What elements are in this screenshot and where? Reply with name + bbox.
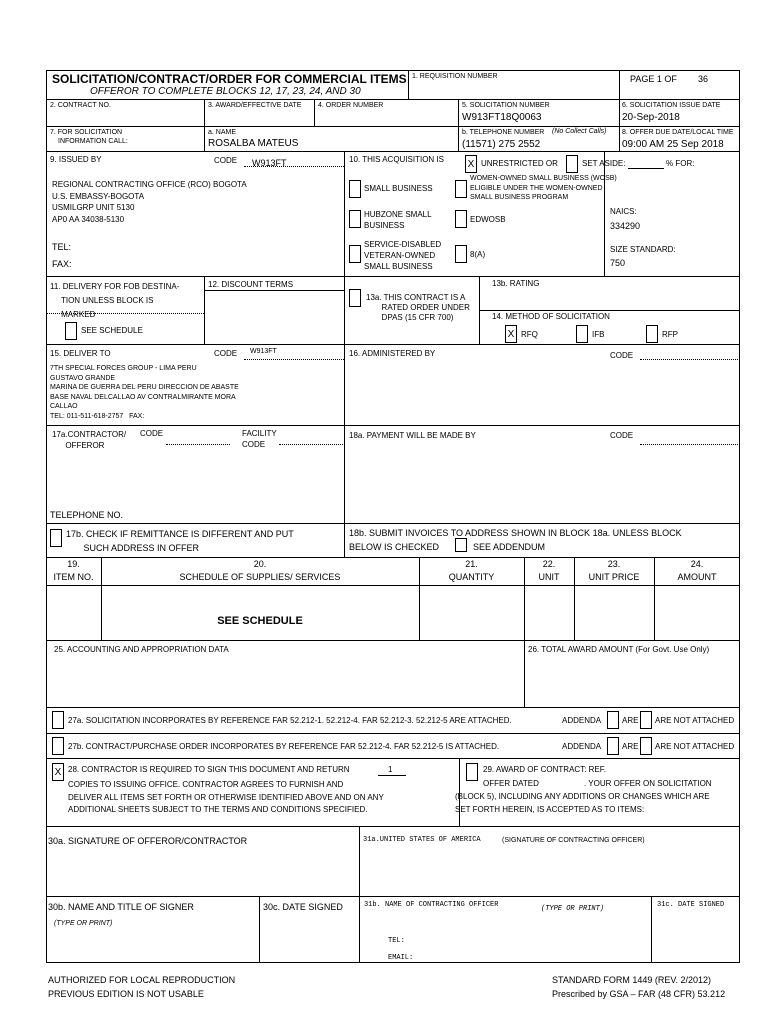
accounting-label: 25. ACCOUNTING AND APPROPRIATION DATA: [54, 645, 229, 654]
set-aside-checkbox[interactable]: [566, 155, 578, 173]
deliver-to-label: 15. DELIVER TO: [50, 349, 111, 358]
below-checked-label: BELOW IS CHECKED: [349, 542, 440, 552]
discount-terms-label: 12. DISCOUNT TERMS: [208, 280, 294, 289]
total-award-label: 26. TOTAL AWARD AMOUNT (For Govt. Use Only): [528, 645, 710, 654]
sig-31c-label: 31c. DATE SIGNED: [657, 901, 725, 909]
naics-code[interactable]: 334290: [610, 221, 641, 231]
sig-31b-type: (TYPE OR PRINT): [541, 905, 605, 913]
sig-31a-sig-label: (SIGNATURE OF CONTRACTING OFFICER): [502, 837, 645, 844]
27a-are-checkbox[interactable]: [607, 711, 619, 729]
payment-code-label: CODE: [610, 431, 634, 440]
sig-30b-type: (TYPE OR PRINT): [54, 920, 113, 927]
award-date-label: 3. AWARD/EFFECTIVE DATE: [208, 102, 302, 109]
requisition-label: 1. REQUISITION NUMBER: [412, 73, 498, 80]
col-21-label: QUANTITY: [448, 572, 495, 582]
contractor-code-label: CODE: [140, 429, 164, 438]
edwosb-checkbox[interactable]: [455, 210, 467, 228]
contract-no-label: 2. CONTRACT NO.: [50, 102, 111, 109]
col-22-label: UNIT: [538, 572, 560, 582]
rated-order-checkbox[interactable]: [349, 289, 361, 307]
27a-text: 27a. SOLICITATION INCORPORATES BY REFERENCE FAR 52.212-1. 52.212-4. FAR 52.212-3. 52.212-5 ARE ATTACHED.: [68, 716, 512, 725]
29-line1: 29. AWARD OF CONTRACT: REF.: [483, 765, 606, 774]
see-addendum-checkbox[interactable]: [455, 538, 467, 552]
footer-right-2: Prescribed by GSA – FAR (48 CFR) 53.212: [552, 989, 726, 999]
form-title: SOLICITATION/CONTRACT/ORDER FOR COMMERCIAL ITEMS: [52, 72, 407, 86]
28-checkbox[interactable]: X: [52, 763, 64, 781]
col-23-label: UNIT PRICE: [588, 572, 640, 582]
ifb-label: IFB: [592, 330, 605, 339]
27b-are: ARE: [622, 742, 639, 751]
27b-are-checkbox[interactable]: [607, 737, 619, 755]
size-standard-label: SIZE STANDARD:: [610, 245, 676, 254]
rating-label: 13b. RATING: [492, 279, 540, 288]
order-number-label: 4. ORDER NUMBER: [318, 102, 384, 109]
sdvosb-label: SERVICE-DISABLED VETERAN-OWNED SMALL BUSINESS: [364, 240, 442, 271]
edwosb-label: EDWOSB: [470, 215, 506, 224]
delivery-fob-label: 11. DELIVERY FOR FOB DESTINA- TION UNLESS BLOCK IS MARKED: [50, 282, 180, 319]
sig-tel-label: TEL:: [388, 937, 405, 945]
fob-see-schedule-checkbox[interactable]: [65, 322, 77, 340]
see-schedule-text: SEE SCHEDULE: [217, 615, 303, 627]
deliver-to-code[interactable]: W913FT: [250, 348, 277, 355]
offer-due-label: 8. OFFER DUE DATE/LOCAL TIME: [622, 129, 734, 136]
issued-by-code-label: CODE: [214, 156, 238, 165]
27b-addenda: ADDENDA: [562, 742, 602, 751]
fob-see-schedule-label: SEE SCHEDULE: [81, 326, 143, 335]
submit-invoices-label: 18b. SUBMIT INVOICES TO ADDRESS SHOWN IN BLOCK 18a. UNLESS BLOCK: [349, 528, 682, 538]
unrestricted-label: UNRESTRICTED OR: [481, 159, 558, 168]
sig-31a-label: 31a.UNITED STATES OF AMERICA: [363, 836, 481, 844]
sig-31b-label: 31b. NAME OF CONTRACTING OFFICER: [364, 901, 499, 909]
sig-email-label: EMAIL:: [388, 954, 414, 962]
27b-checkbox[interactable]: [52, 737, 64, 755]
27a-are-not-checkbox[interactable]: [640, 711, 652, 729]
wosb-checkbox[interactable]: [455, 180, 467, 198]
rfq-checkbox[interactable]: X: [505, 325, 517, 343]
page-label: PAGE 1 OF: [630, 74, 677, 84]
issued-by-label: 9. ISSUED BY: [50, 155, 102, 164]
footer-right-1: STANDARD FORM 1449 (REV. 2/2012): [552, 975, 712, 985]
form-subtitle: OFFEROR TO COMPLETE BLOCKS 12, 17, 23, 24, AND 30: [90, 86, 361, 97]
set-aside-label: SET ASIDE:: [582, 159, 626, 168]
for-info-label-1: 7. FOR SOLICITATION: [50, 129, 123, 136]
col-20-num: 20.: [253, 559, 267, 569]
sig-30c-label: 30c. DATE SIGNED: [263, 902, 343, 912]
size-standard[interactable]: 750: [610, 258, 626, 268]
deliver-to-address: 7TH SPECIAL FORCES GROUP - LIMA PERU GUSTAVO GRANDE MARINA DE GUERRA DEL PERU DIRECCION DE ABASTE BASE NAVAL DELCALLAO AV CONTRALMIRANTE MORA CALLAO TEL: 011-511-618-2757 FAX:: [50, 365, 239, 420]
27a-checkbox[interactable]: [52, 711, 64, 729]
small-business-checkbox[interactable]: [349, 180, 361, 198]
small-business-label: SMALL BUSINESS: [364, 184, 433, 193]
acquisition-label: 10. THIS ACQUISITION IS: [349, 155, 444, 164]
27b-are-not: ARE NOT ATTACHED: [655, 742, 735, 751]
issued-by-fax: FAX:: [52, 259, 72, 269]
27a-are: ARE: [622, 716, 639, 725]
unrestricted-checkbox[interactable]: X: [465, 155, 477, 173]
col-22-num: 22.: [542, 559, 556, 569]
col-24-label: AMOUNT: [677, 572, 717, 582]
8a-checkbox[interactable]: [455, 245, 467, 263]
pct-for-label: % FOR:: [666, 159, 695, 168]
footer-left-2: PREVIOUS EDITION IS NOT USABLE: [48, 989, 204, 999]
footer-left-1: AUTHORIZED FOR LOCAL REPRODUCTION: [48, 975, 236, 985]
28-line1: 28. CONTRACTOR IS REQUIRED TO SIGN THIS DOCUMENT AND RETURN: [68, 765, 350, 774]
sig-30b-label: 30b. NAME AND TITLE OF SIGNER: [48, 902, 194, 912]
col-21-num: 21.: [465, 559, 478, 569]
for-info-label-2: INFORMATION CALL:: [58, 138, 128, 145]
sig-30a-label: 30a. SIGNATURE OF OFFEROR/CONTRACTOR: [48, 836, 248, 846]
col-23-num: 23.: [607, 559, 621, 569]
27a-are-not: ARE NOT ATTACHED: [655, 716, 735, 725]
ifb-checkbox[interactable]: [576, 325, 588, 343]
issued-by-tel: TEL:: [52, 242, 72, 252]
contractor-telephone-label: TELEPHONE NO.: [50, 510, 124, 520]
rfq-label: RFQ: [521, 330, 538, 339]
wosb-label: WOMEN-OWNED SMALL BUSINESS (WOSB) ELIGIBLE UNDER THE WOMEN-OWNED SMALL BUSINESS PROGRAM: [470, 175, 617, 201]
rfp-label: RFP: [662, 330, 678, 339]
issue-date-label: 6. SOLICITATION ISSUE DATE: [622, 102, 721, 109]
contact-name[interactable]: ROSALBA MATEUS: [208, 138, 299, 149]
contractor-label: 17a.CONTRACTOR/ OFFEROR: [52, 430, 127, 450]
29-offer-dated: OFFER DATED: [483, 779, 539, 788]
solicitation-number-label: 5. SOLICITATION NUMBER: [462, 102, 550, 109]
col-20-label: SCHEDULE OF SUPPLIES/ SERVICES: [179, 572, 341, 582]
facility-code-label: FACILITY CODE: [242, 429, 277, 449]
29-your-offer: . YOUR OFFER ON SOLICITATION: [584, 779, 712, 788]
contact-telephone[interactable]: (11571) 275 2552: [462, 139, 541, 150]
col-24-num: 24.: [690, 559, 704, 569]
issued-by-address: REGIONAL CONTRACTING OFFICE (RCO) BOGOTA U.S. EMBASSY-BOGOTA USMILGRP UNIT 5130 AP0 AA 34038-5130: [52, 180, 247, 224]
8a-label: 8(A): [470, 250, 486, 259]
telephone-label: b. TELEPHONE NUMBER: [462, 129, 545, 136]
col-19-num: 19.: [67, 559, 80, 569]
hubzone-checkbox[interactable]: [349, 210, 361, 228]
payment-label: 18a. PAYMENT WILL BE MADE BY: [349, 431, 476, 440]
28-copies[interactable]: 1: [388, 765, 393, 774]
method-label: 14. METHOD OF SOLICITATION: [492, 312, 610, 321]
offer-due-date[interactable]: 09:00 AM 25 Sep 2018: [622, 139, 724, 150]
administered-by-code-label: CODE: [610, 351, 634, 360]
remittance-checkbox[interactable]: [50, 529, 62, 547]
issue-date[interactable]: 20-Sep-2018: [622, 112, 680, 123]
29-checkbox[interactable]: [466, 763, 478, 781]
see-addendum-label: SEE ADDENDUM: [473, 542, 546, 552]
solicitation-number[interactable]: W913FT18Q0063: [462, 112, 542, 123]
name-label: a. NAME: [208, 129, 237, 136]
28-rest: COPIES TO ISSUING OFFICE. CONTRACTOR AGREES TO FURNISH AND DELIVER ALL ITEMS SET FORTH OR OTHERWISE IDENTIFIED ABOVE AND ON ANY ADDITIONAL SHEETS SUBJECT TO THE TERMS AND CONDITIONS SPECIFIED.: [68, 780, 384, 814]
27b-are-not-checkbox[interactable]: [640, 737, 652, 755]
administered-by-label: 16. ADMINISTERED BY: [349, 349, 436, 358]
29-rest: (BLOCK 5), INCLUDING ANY ADDITIONS OR CHANGES WHICH ARE SET FORTH HEREIN, IS ACCEPTED AS TO ITEMS:: [455, 792, 710, 814]
remittance-label: 17b. CHECK IF REMITTANCE IS DIFFERENT AND PUT SUCH ADDRESS IN OFFER: [66, 529, 294, 553]
27a-addenda: ADDENDA: [562, 716, 602, 725]
sdvosb-checkbox[interactable]: [349, 245, 361, 263]
issued-by-code[interactable]: W913FT: [252, 158, 287, 168]
col-19-label: ITEM NO.: [53, 572, 94, 582]
27b-text: 27b. CONTRACT/PURCHASE ORDER INCORPORATES BY REFERENCE FAR 52.212-4. FAR 52.212-5 IS ATTACHED.: [68, 742, 500, 751]
no-collect-calls: (No Collect Calls): [552, 128, 607, 135]
naics-label: NAICS:: [610, 207, 637, 216]
hubzone-label: HUBZONE SMALL BUSINESS: [364, 210, 432, 230]
rfp-checkbox[interactable]: [646, 325, 658, 343]
rated-order-label: 13a. THIS CONTRACT IS A RATED ORDER UNDER DPAS (15 CFR 700): [366, 293, 470, 322]
page-total: 36: [698, 74, 709, 84]
deliver-to-code-label: CODE: [214, 349, 238, 358]
